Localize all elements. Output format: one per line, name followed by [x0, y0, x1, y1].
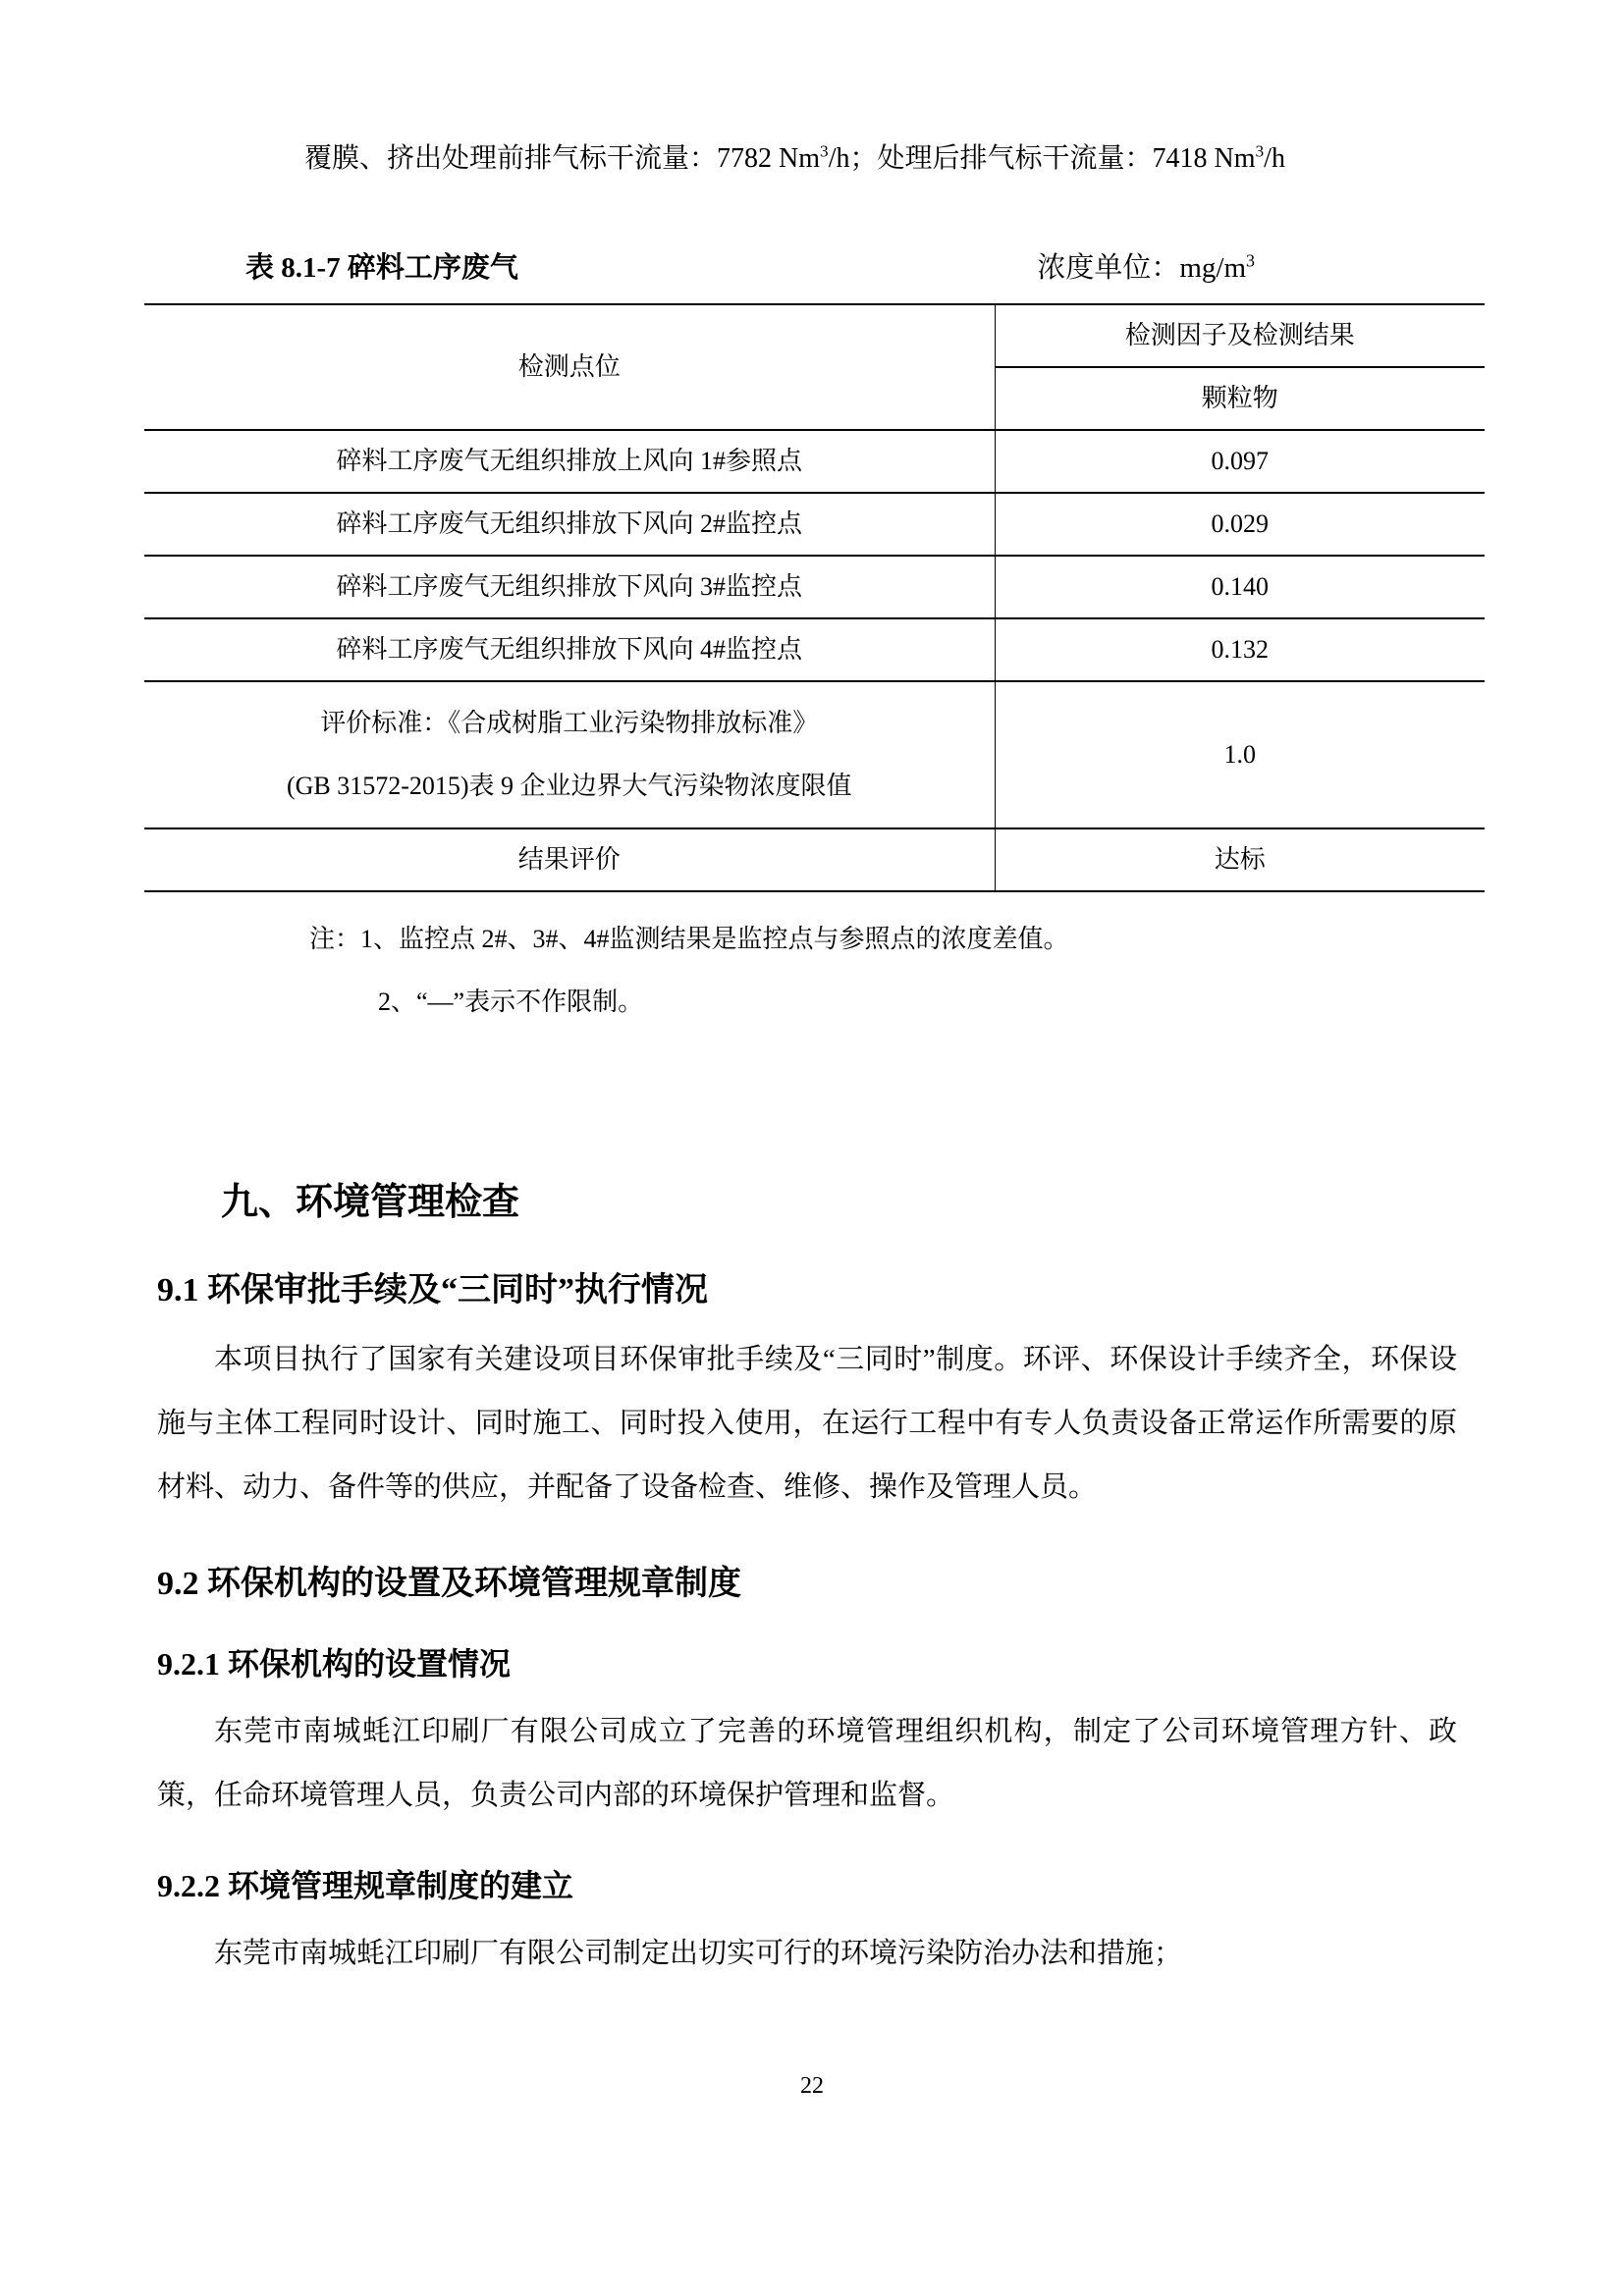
- standard-value-cell: 1.0: [995, 681, 1485, 828]
- table-note-1: 注：1、监控点 2#、3#、4#监测结果是监控点与参照点的浓度差值。: [309, 925, 1069, 953]
- standard-row: [144, 681, 1485, 828]
- result-row: [144, 828, 1485, 891]
- header-cell-particulate: 颗粒物: [995, 367, 1485, 430]
- point-cell: 碎料工序废气无组织排放下风向 4#监控点: [144, 618, 995, 681]
- concentration-unit-label: [1037, 245, 1255, 286]
- paragraph-9-1: 本项目执行了国家有关建设项目环保审批手续及“三同时”制度。环评、环保设计手续齐全，环保设施与主体工程同时设计、同时施工、同时投入使用，在运行工程中有专人负责设备正常运作所需要的原材料、动力、备件等的供应，并配备了设备检查、维修、操作及管理人员。: [157, 1344, 1457, 1503]
- point-cell: 碎料工序废气无组织排放上风向 1#参照点: [144, 430, 995, 493]
- superscript-3: 3: [1246, 250, 1255, 271]
- table-header-row-1: [144, 304, 1485, 367]
- table-row: [144, 618, 1485, 681]
- standard-label-cell: [144, 681, 995, 828]
- header-cell-monitoring-point: 检测点位: [144, 304, 995, 430]
- flow-rate-text-2: /h；处理后排气标干流量：7418 Nm: [828, 143, 1256, 174]
- result-label-cell: 结果评价: [517, 845, 621, 874]
- page-number: 22: [800, 2073, 824, 2099]
- emissions-table: [144, 303, 1485, 892]
- superscript-3: 3: [1255, 141, 1265, 161]
- header-cell-factor: 检测因子及检测结果: [995, 304, 1485, 367]
- value-cell: 0.140: [995, 556, 1485, 618]
- standard-line-2: (GB 31572-2015)表 9 企业边界大气污染物浓度限值: [286, 772, 852, 800]
- value-cell: 0.132: [995, 618, 1485, 681]
- value-cell: 0.029: [995, 493, 1485, 556]
- result-value-cell: 达标: [995, 828, 1485, 891]
- point-cell: 碎料工序废气无组织排放下风向 3#监控点: [144, 556, 995, 618]
- flow-rate-line: [157, 139, 1463, 179]
- heading-section-9-1: 9.1 环保审批手续及“三同时”执行情况: [157, 1272, 708, 1308]
- point-cell: 碎料工序废气无组织排放下风向 2#监控点: [144, 493, 995, 556]
- table-row: [144, 493, 1485, 556]
- paragraph-9-2-2: 东莞市南城蚝江印刷厂有限公司制定出切实可行的环境污染防治办法和措施；: [214, 1938, 1183, 1969]
- flow-rate-text-1: 覆膜、挤出处理前排气标干流量：7782 Nm: [304, 143, 821, 174]
- heading-section-9: 九、环境管理检查: [221, 1182, 520, 1223]
- table-row: [144, 430, 1485, 493]
- superscript-3: 3: [820, 141, 829, 161]
- heading-section-9-2-2: 9.2.2 环境管理规章制度的建立: [157, 1868, 574, 1903]
- heading-section-9-2: 9.2 环保机构的设置及环境管理规章制度: [157, 1566, 741, 1602]
- table-row: [144, 556, 1485, 618]
- paragraph-9-2-1: 东莞市南城蚝江印刷厂有限公司成立了完善的环境管理组织机构，制定了公司环境管理方针、政策，任命环境管理人员，负责公司内部的环境保护管理和监督。: [157, 1716, 1457, 1811]
- flow-rate-text-3: /h: [1264, 143, 1285, 174]
- table-note-2: 2、“—”表示不作限制。: [378, 988, 644, 1016]
- table-caption-row: [157, 245, 1463, 286]
- unit-text: 浓度单位：mg/m: [1037, 252, 1247, 284]
- standard-line-1: 评价标准：《合成树脂工业污染物排放标准》: [320, 709, 819, 737]
- page-content: [0, 139, 1624, 1986]
- table-title: 表 8.1-7 碎料工序废气: [245, 252, 518, 284]
- heading-section-9-2-1: 9.2.1 环保机构的设置情况: [157, 1646, 512, 1682]
- value-cell: 0.097: [995, 430, 1485, 493]
